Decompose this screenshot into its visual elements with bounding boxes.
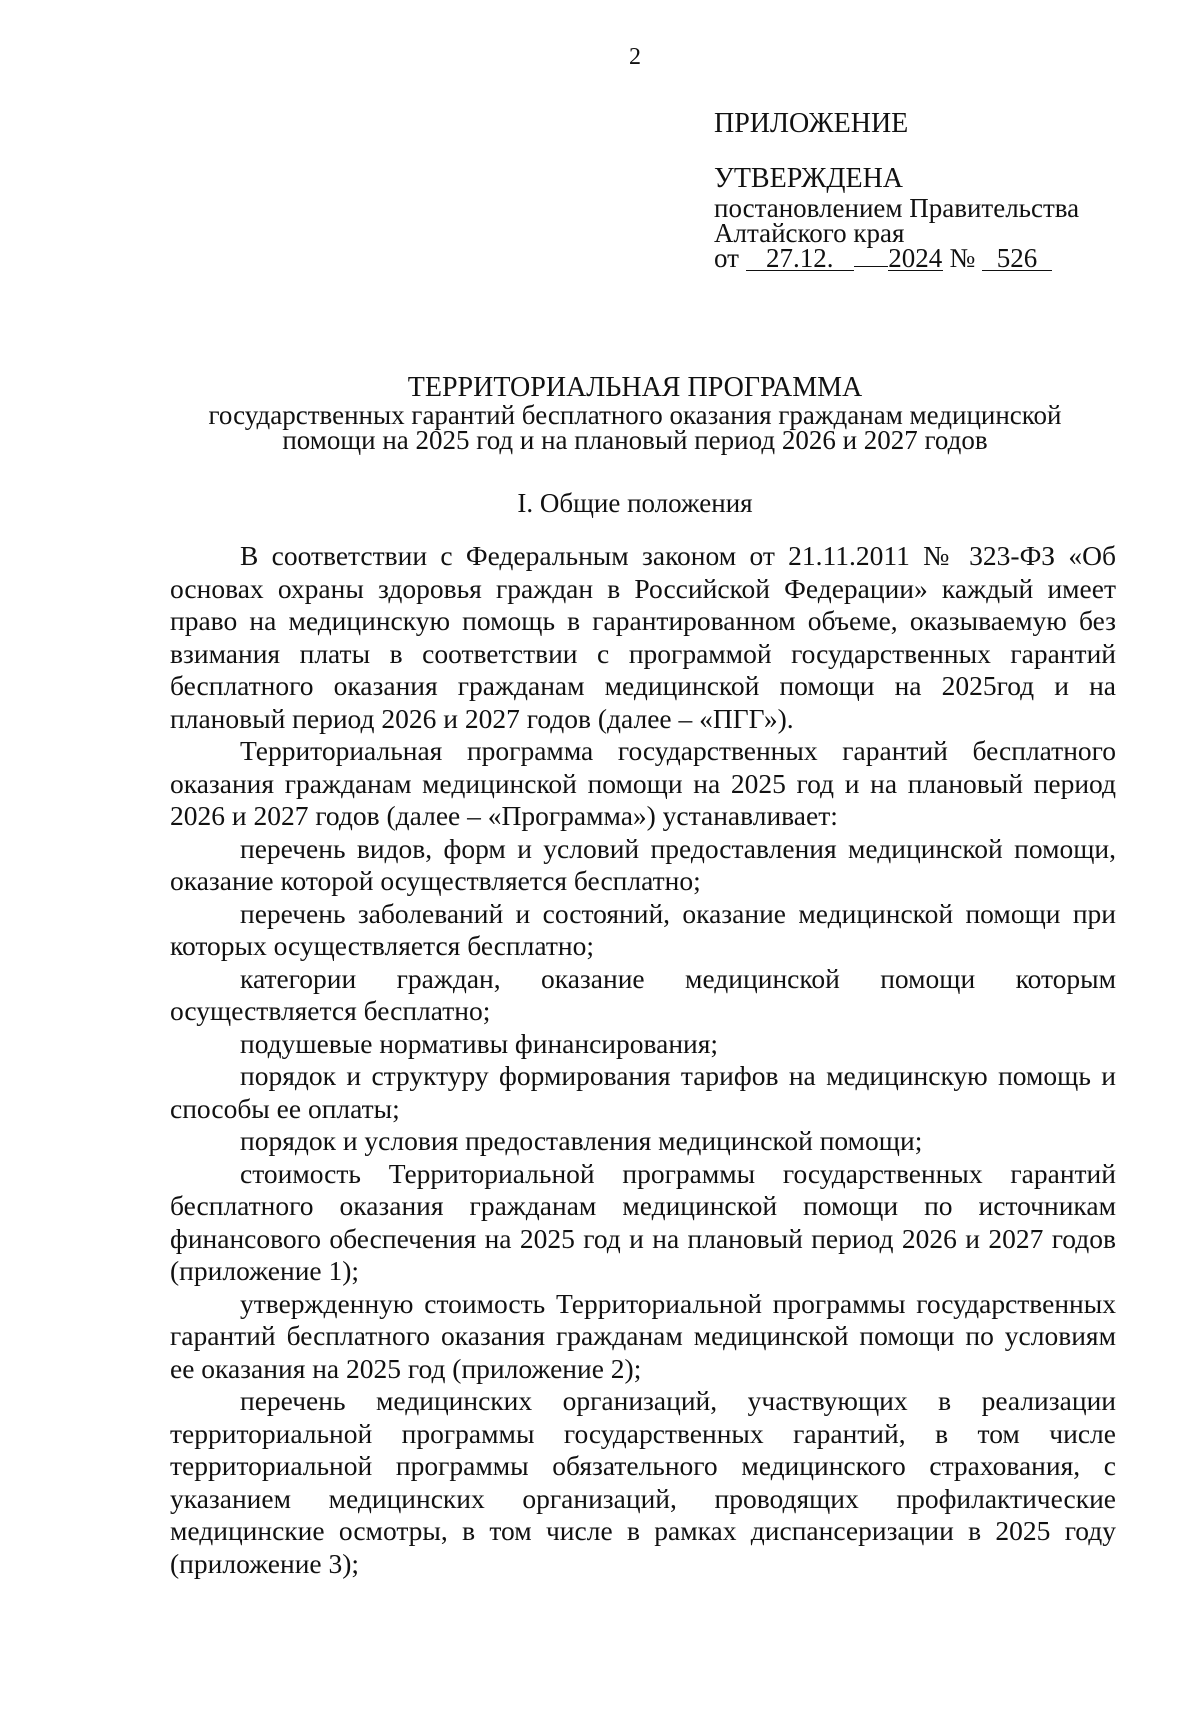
paragraph: стоимость Территориальной программы государственных гарантий бесплатного оказания гражданам медицинской помощи по источникам финансового обеспечения на 2025 год и на плановый период 2026 и 2027 годов (приложение 1); — [170, 1157, 1116, 1286]
paragraph: категории граждан, оказание медицинской помощи которым осуществляется бесплатно; — [170, 962, 1116, 1026]
title-line-2: государственных гарантий бесплатного оказания гражданам медицинской — [208, 400, 1062, 430]
document-title — [170, 373, 1100, 453]
paragraph: порядок и условия предоставления медицинской помощи; — [240, 1125, 923, 1156]
paragraph: перечень видов, форм и условий предоставления медицинской помощи, оказание которой осуществляется бесплатно; — [170, 832, 1116, 896]
paragraph: подушевые нормативы финансирования; — [240, 1027, 719, 1059]
paragraph: перечень медицинских организаций, участвующих в реализации территориальной программы государственных гарантий, в том числе территориальной программы обязательного медицинского страхования, с указанием медицинских организаций, проводящих профилактические медицинские осмотры, в том числе в рамках диспансеризации в 2025 году (приложение 3); — [170, 1385, 1116, 1579]
title-line-3: помощи на 2025 год и на плановый период 2026 и 2027 годов — [282, 425, 988, 455]
approval-line-1: постановлением Правительства — [714, 193, 1080, 223]
approval-date-line — [714, 243, 1079, 273]
appendix-label: ПРИЛОЖЕНИЕ — [714, 108, 909, 139]
approval-date: 27.12. — [746, 246, 854, 271]
section-heading: I. Общие положения — [517, 488, 753, 518]
number-sign: № — [949, 243, 976, 273]
title-line-1: ТЕРРИТОРИАЛЬНАЯ ПРОГРАММА — [407, 372, 863, 403]
approval-number: 526 — [982, 246, 1052, 271]
approval-stamp-block — [714, 108, 1079, 271]
date-prefix: от — [714, 243, 739, 273]
approval-line-2: Алтайского края — [714, 218, 905, 248]
paragraph: перечень заболеваний и состояний, оказание медицинской помощи при которых осуществляется бесплатно; — [170, 897, 1116, 961]
body-text — [170, 540, 1116, 1580]
date-underline-gap — [854, 266, 888, 267]
page-number: 2 — [629, 44, 641, 70]
paragraph: порядок и структуру формирования тарифов на медицинскую помощь и способы ее оплаты; — [170, 1060, 1116, 1124]
approval-year: 2024 — [888, 243, 943, 273]
paragraph: В соответствии с Федеральным законом от 21.11.2011 № 323-ФЗ «Об основах охраны здоровья граждан в Российской Федерации» каждый имеет право на медицинскую помощь в гарантированном объеме, оказываемую без взимания платы в соответствии с программой государственных гарантий бесплатного оказания гражданам медицинской помощи на 2025год и на плановый период 2026 и 2027 годов (далее – «ПГГ»). — [170, 540, 1116, 734]
paragraph: утвержденную стоимость Территориальной программы государственных гарантий бесплатного оказания гражданам медицинской помощи по условиям ее оказания на 2025 год (приложение 2); — [170, 1287, 1116, 1384]
paragraph: Территориальная программа государственных гарантий бесплатного оказания гражданам медицинской помощи на 2025 год и на плановый период 2026 и 2027 годов (далее – «Программа») устанавливает: — [170, 735, 1116, 831]
approved-label: УТВЕРЖДЕНА — [714, 163, 904, 194]
